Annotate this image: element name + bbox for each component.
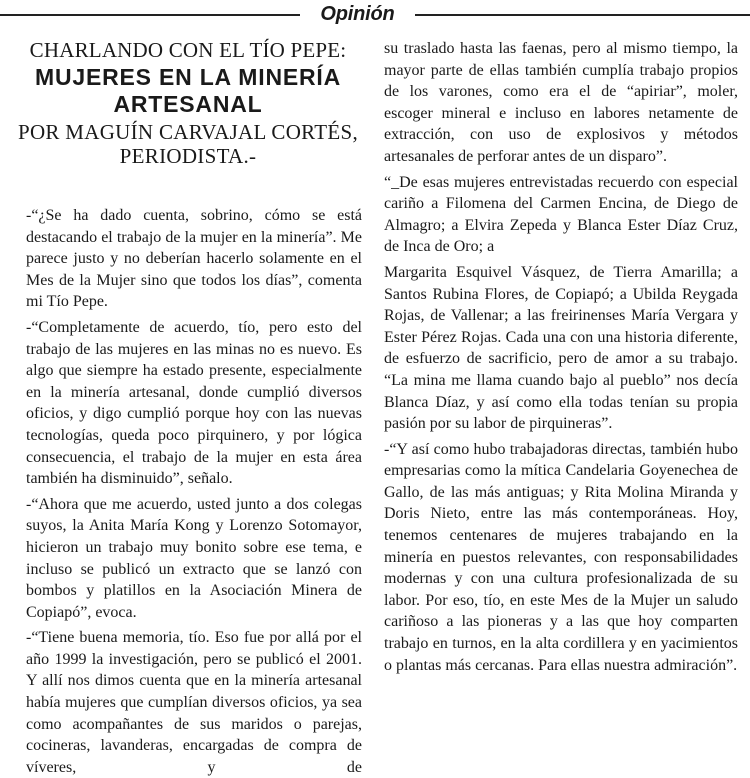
- header-rule-right: [415, 14, 750, 16]
- body-paragraph: su traslado hasta las faenas, pero al mismo tiempo, la mayor parte de ellas también cumplía trabajo propios de los varones, como era el de “apiriar”, moler, escoger mineral e incluso en labores netamente de extracción, con uso de explosivos y métodos artesanales de perforar antes de un disparo”.: [384, 40, 738, 165]
- article-title-block: [0, 38, 376, 168]
- byline-line-2: PERIODISTA.-: [119, 144, 257, 168]
- header-rule-left: [0, 14, 300, 16]
- body-paragraph: Margarita Esquivel Vásquez, de Tierra Amarilla; a Santos Rubina Flores, de Copiapó; a Ubilda Reygada Rojas, de Vallenar; a las freirinenses María Vergara y Ester Pérez Rojas. Cada una con una historia diferente, de esfuerzo de sacrificio, pero de amor a su trabajo. “La mina me llama cuando bajo al pueblo” nos decía Blanca Díaz, y así como ella todas tenían su propia pasión por su labor de pirquineras”.: [384, 263, 738, 433]
- headline-line-2: ARTESANAL: [113, 91, 263, 117]
- headline-line-1: MUJERES EN LA MINERÍA: [34, 64, 342, 90]
- article-kicker: CHARLANDO CON EL TÍO PEPE:: [29, 38, 347, 62]
- article-headline: [0, 64, 376, 118]
- article-byline: [0, 120, 376, 168]
- body-paragraph: -“Ahora que me acuerdo, usted junto a dos colegas suyos, la Anita María Kong y Lorenzo Sotomayor, hicieron un trabajo muy bonito sobre ese tema, e incluso se publicó un extracto que se lanzó con bombos y platillos en la Asociación Minera de Copiapó”, evoca.: [26, 495, 362, 621]
- body-paragraph: -“¿Se ha dado cuenta, sobrino, cómo se está destacando el trabajo de la mujer en la minería”. Me parece justo y no deberían hacerlo solamente en el Mes de la Mujer sino que todos los días”, comenta mi Tío Pepe.: [26, 207, 362, 311]
- body-paragraph: -“Y así como hubo trabajadoras directas, también hubo empresarias como la mítica Candelaria Goyenechea de Gallo, de las más antiguas; y Rita Molina Miranda y Doris Nieto, entre las más contemporáneas. Hoy, tenemos centenares de mujeres trabajando en la minería en puestos relevantes, con responsabilidades modernas y con una cultura profesionalizada de su labor. Por eso, tío, en este Mes de la Mujer un saludo cariñoso a las pioneras y a las que hoy comparten trabajo en turnos, en la alta cordillera y en yacimientos o plantas más cercanas. Para ellas nuestra admiración”.: [384, 440, 738, 674]
- section-header: [0, 0, 750, 28]
- body-paragraph: -“Tiene buena memoria, tío. Eso fue por allá por el año 1999 la investigación, pero se publicó el 2001. Y allí nos dimos cuenta que en la minería artesanal había mujeres que cumplían diversos oficios, ya sea como acompañantes de sus maridos o parejas, cocineras, lavanderas, encargadas de compra de víveres, y de: [26, 629, 362, 776]
- body-paragraph: -“Completamente de acuerdo, tío, pero esto del trabajo de las mujeres en las minas no es nuevo. Es algo que siempre ha estado presente, especialmente en la minería artesanal, donde cumplió diversos oficios, y digo cumplió porque hoy con las nuevas tecnologías, queda poco pirquinero, y por lógica consecuencia, el trabajo de la mujer en esta área también ha disminuido”, señalo.: [26, 318, 362, 488]
- article-column-right: [384, 38, 738, 676]
- article-column-left: [26, 205, 362, 778]
- byline-line-1: POR MAGUÍN CARVAJAL CORTÉS,: [17, 120, 359, 144]
- body-paragraph: “_De esas mujeres entrevistadas recuerdo con especial cariño a Filomena del Carmen Encina, de Diego de Almagro; a Elvira Zepeda y Blanca Ester Díaz Cruz, de Inca de Oro; a: [384, 173, 738, 256]
- section-label: Opinión: [320, 3, 395, 25]
